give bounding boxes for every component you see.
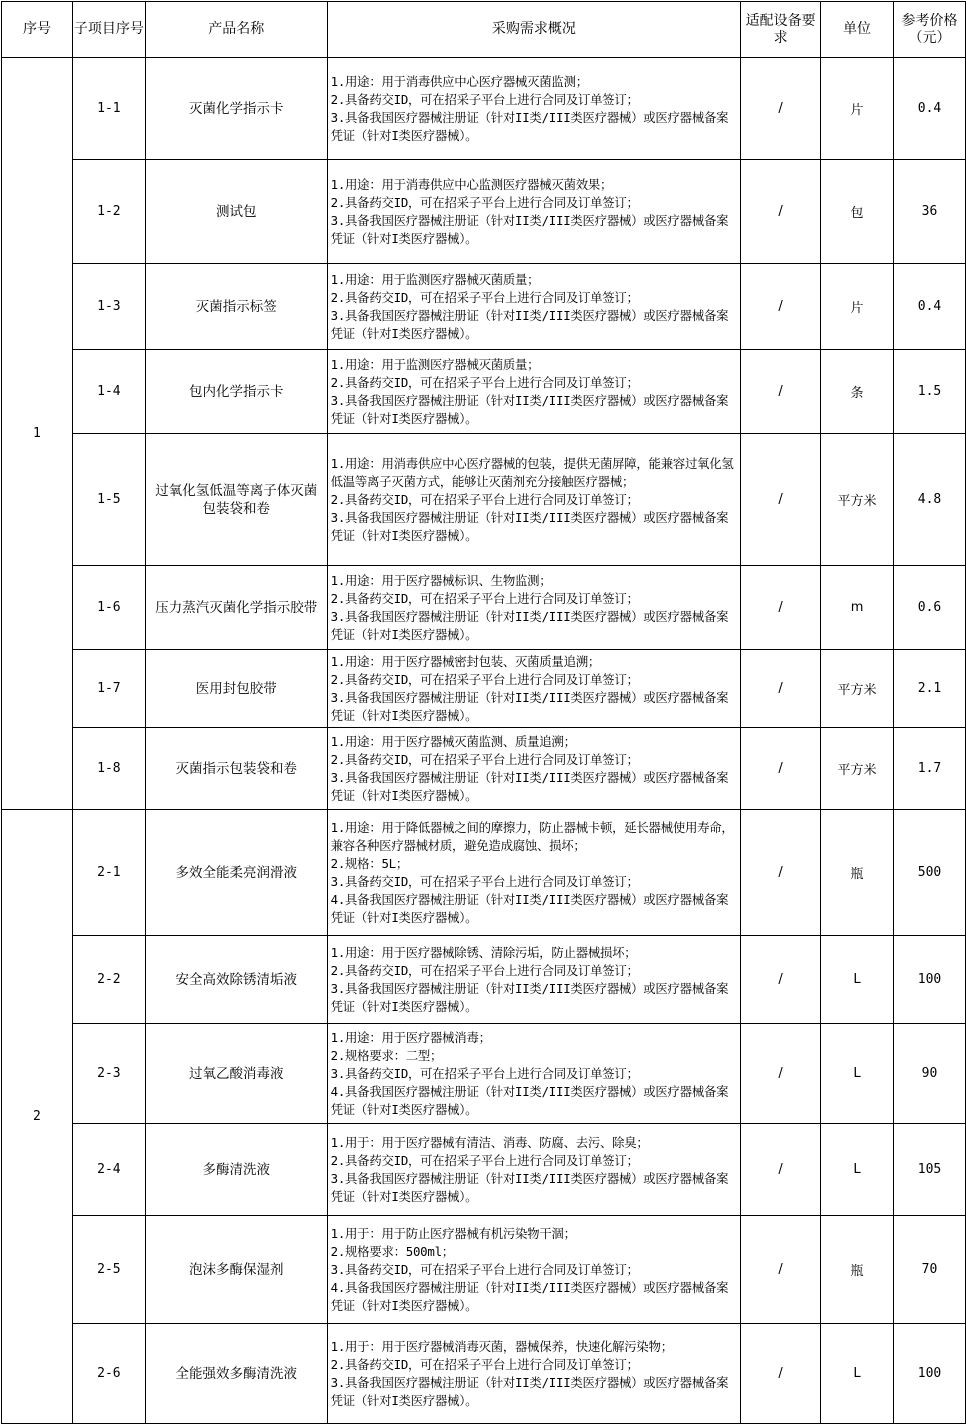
header-product-name: 产品名称 (145, 2, 327, 58)
req-line: 1.用途：用于医疗器械除锈、清除污垢，防止器械损坏； (330, 944, 637, 960)
req-line: 2.具备药交ID，可在招采子平台上进行合同及订单签订； (330, 671, 639, 687)
req-line: 1.用途：用于监测医疗器械灭菌质量； (330, 271, 540, 287)
product-name-cell: 医用封包胶带 (145, 650, 327, 728)
price-cell: 100 (893, 1324, 965, 1424)
price-cell: 0.6 (893, 566, 965, 650)
table-row (2, 728, 966, 810)
req-line: 3.具备我国医疗器械注册证（针对II类/III类医疗器械）或医疗器械备案凭证（针对I类医疗器械）。 (330, 109, 729, 143)
equipment-cell: / (741, 650, 821, 728)
sub-seq-cell: 1-8 (72, 728, 145, 810)
sub-seq-cell: 2-3 (72, 1024, 145, 1124)
requirement-cell (327, 566, 741, 650)
equipment-cell: / (741, 936, 821, 1024)
unit-cell: 片 (821, 58, 894, 160)
sub-seq-cell: 1-2 (72, 160, 145, 264)
req-line: 1.用途：用于医疗器械消毒； (330, 1029, 491, 1045)
product-name-cell: 安全高效除锈清垢液 (145, 936, 327, 1024)
requirement-cell (327, 1324, 741, 1424)
unit-cell: 瓶 (821, 1216, 894, 1324)
product-name-cell: 测试包 (145, 160, 327, 264)
equipment-cell: / (741, 58, 821, 160)
table-body (2, 58, 966, 1424)
req-line: 2.规格要求：500ml； (330, 1243, 454, 1259)
req-line: 3.具备我国医疗器械注册证（针对II类/III类医疗器械）或医疗器械备案凭证（针对I类医疗器械）。 (330, 769, 729, 803)
product-name-cell: 过氧化氢低温等离子体灭菌包装袋和卷 (145, 434, 327, 566)
product-name-cell: 泡沫多酶保湿剂 (145, 1216, 327, 1324)
equipment-cell: / (741, 1324, 821, 1424)
sub-seq-cell: 1-3 (72, 264, 145, 350)
unit-cell: 瓶 (821, 810, 894, 936)
price-cell: 90 (893, 1024, 965, 1124)
table-row (2, 1024, 966, 1124)
requirement-cell (327, 1216, 741, 1324)
product-name-cell: 灭菌指示标签 (145, 264, 327, 350)
requirement-cell (327, 434, 741, 566)
table-row (2, 1216, 966, 1324)
unit-cell: 平方米 (821, 434, 894, 566)
price-cell: 500 (893, 810, 965, 936)
sub-seq-cell: 1-1 (72, 58, 145, 160)
unit-cell: L (821, 936, 894, 1024)
req-line: 2.具备药交ID，可在招采子平台上进行合同及订单签订； (330, 1152, 639, 1168)
req-line: 2.具备药交ID，可在招采子平台上进行合同及订单签订； (330, 751, 639, 767)
req-line: 3.具备我国医疗器械注册证（针对II类/III类医疗器械）或医疗器械备案凭证（针对I类医疗器械）。 (330, 980, 729, 1014)
requirement-cell (327, 1024, 741, 1124)
product-name-cell: 压力蒸汽灭菌化学指示胶带 (145, 566, 327, 650)
header-seq: 序号 (2, 2, 73, 58)
price-cell: 105 (893, 1124, 965, 1216)
req-line: 3.具备药交ID，可在招采子平台上进行合同及订单签订； (330, 1261, 639, 1277)
equipment-cell: / (741, 264, 821, 350)
equipment-cell: / (741, 810, 821, 936)
equipment-cell: / (741, 566, 821, 650)
requirement-cell (327, 936, 741, 1024)
req-line: 2.规格：5L； (330, 855, 409, 871)
table-row (2, 434, 966, 566)
sub-seq-cell: 1-5 (72, 434, 145, 566)
req-line: 2.规格要求：二型； (330, 1047, 443, 1063)
sub-seq-cell: 2-5 (72, 1216, 145, 1324)
price-cell: 36 (893, 160, 965, 264)
requirement-cell (327, 810, 741, 936)
equipment-cell: / (741, 434, 821, 566)
req-line: 3.具备药交ID，可在招采子平台上进行合同及订单签订； (330, 873, 639, 889)
req-line: 2.具备药交ID，可在招采子平台上进行合同及订单签订； (330, 289, 639, 305)
unit-cell: m (821, 566, 894, 650)
sub-seq-cell: 2-2 (72, 936, 145, 1024)
sub-seq-cell: 2-4 (72, 1124, 145, 1216)
table-row (2, 1324, 966, 1424)
req-line: 1.用途：用于监测医疗器械灭菌质量； (330, 356, 540, 372)
req-line: 1.用途：用于消毒供应中心医疗器械灭菌监测； (330, 73, 588, 89)
sub-seq-cell: 1-4 (72, 350, 145, 434)
price-cell: 100 (893, 936, 965, 1024)
req-line: 1.用途：用消毒供应中心医疗器械的包装，提供无菌屏障，能兼容过氧化氢低温等离子灭菌方式，能够让灭菌剂充分接触医疗器械； (330, 455, 734, 489)
price-cell: 2.1 (893, 650, 965, 728)
header-requirement: 采购需求概况 (327, 2, 741, 58)
req-line: 3.具备我国医疗器械注册证（针对II类/III类医疗器械）或医疗器械备案凭证（针对I类医疗器械）。 (330, 689, 729, 723)
sub-seq-cell: 2-1 (72, 810, 145, 936)
price-cell: 1.7 (893, 728, 965, 810)
req-line: 1.用于：用于医疗器械有清洁、消毒、防腐、去污、除臭； (330, 1134, 649, 1150)
price-cell: 70 (893, 1216, 965, 1324)
sub-seq-cell: 1-7 (72, 650, 145, 728)
req-line: 3.具备我国医疗器械注册证（针对II类/III类医疗器械）或医疗器械备案凭证（针对I类医疗器械）。 (330, 1170, 729, 1204)
table-row (2, 650, 966, 728)
table-row (2, 160, 966, 264)
req-line: 1.用途：用于降低器械之间的摩擦力，防止器械卡顿，延长器械使用寿命，兼容各种医疗器械材质，避免造成腐蚀、损坏； (330, 819, 734, 853)
req-line: 2.具备药交ID，可在招采子平台上进行合同及订单签订； (330, 590, 639, 606)
req-line: 1.用途：用于医疗器械灭菌监测、质量追溯； (330, 733, 576, 749)
product-name-cell: 过氧乙酸消毒液 (145, 1024, 327, 1124)
req-line: 1.用于：用于防止医疗器械有机污染物干涸； (330, 1225, 576, 1241)
equipment-cell: / (741, 1124, 821, 1216)
req-line: 4.具备我国医疗器械注册证（针对II类/III类医疗器械）或医疗器械备案凭证（针对I类医疗器械）。 (330, 891, 729, 925)
req-line: 2.具备药交ID，可在招采子平台上进行合同及订单签订； (330, 91, 639, 107)
price-cell: 0.4 (893, 58, 965, 160)
table-row (2, 1124, 966, 1216)
unit-cell: 包 (821, 160, 894, 264)
table-row (2, 566, 966, 650)
req-line: 1.用途：用于医疗器械密封包装、灭菌质量追溯； (330, 653, 600, 669)
equipment-cell: / (741, 160, 821, 264)
header-unit: 单位 (821, 2, 894, 58)
table-row (2, 350, 966, 434)
equipment-cell: / (741, 1024, 821, 1124)
equipment-cell: / (741, 350, 821, 434)
price-cell: 1.5 (893, 350, 965, 434)
requirement-cell (327, 1124, 741, 1216)
table-row (2, 936, 966, 1024)
header-row (2, 2, 966, 58)
table-row (2, 810, 966, 936)
req-line: 1.用于：用于医疗器械消毒灭菌，器械保养，快速化解污染物； (330, 1338, 673, 1354)
req-line: 2.具备药交ID，可在招采子平台上进行合同及订单签订； (330, 194, 639, 210)
requirement-cell (327, 650, 741, 728)
sub-seq-cell: 1-6 (72, 566, 145, 650)
unit-cell: 平方米 (821, 728, 894, 810)
unit-cell: L (821, 1324, 894, 1424)
header-equipment: 适配设备要求 (741, 2, 821, 58)
sub-seq-cell: 2-6 (72, 1324, 145, 1424)
unit-cell: L (821, 1124, 894, 1216)
price-cell: 4.8 (893, 434, 965, 566)
req-line: 1.用途：用于医疗器械标识、生物监测； (330, 572, 552, 588)
req-line: 4.具备我国医疗器械注册证（针对II类/III类医疗器械）或医疗器械备案凭证（针对I类医疗器械）。 (330, 1083, 729, 1117)
product-name-cell: 多酶清洗液 (145, 1124, 327, 1216)
unit-cell: 平方米 (821, 650, 894, 728)
req-line: 3.具备我国医疗器械注册证（针对II类/III类医疗器械）或医疗器械备案凭证（针对I类医疗器械）。 (330, 307, 729, 341)
unit-cell: 条 (821, 350, 894, 434)
product-name-cell: 包内化学指示卡 (145, 350, 327, 434)
req-line: 3.具备我国医疗器械注册证（针对II类/III类医疗器械）或医疗器械备案凭证（针对I类医疗器械）。 (330, 509, 729, 543)
equipment-cell: / (741, 728, 821, 810)
req-line: 4.具备我国医疗器械注册证（针对II类/III类医疗器械）或医疗器械备案凭证（针对I类医疗器械）。 (330, 1279, 729, 1313)
product-name-cell: 灭菌化学指示卡 (145, 58, 327, 160)
req-line: 1.用途：用于消毒供应中心监测医疗器械灭菌效果； (330, 176, 613, 192)
req-line: 2.具备药交ID，可在招采子平台上进行合同及订单签订； (330, 374, 639, 390)
unit-cell: L (821, 1024, 894, 1124)
table-row (2, 58, 966, 160)
req-line: 2.具备药交ID，可在招采子平台上进行合同及订单签订； (330, 962, 639, 978)
req-line: 2.具备药交ID，可在招采子平台上进行合同及订单签订； (330, 1356, 639, 1372)
product-name-cell: 多效全能柔亮润滑液 (145, 810, 327, 936)
group-seq-2: 2 (2, 810, 73, 1424)
requirement-cell (327, 264, 741, 350)
equipment-cell: / (741, 1216, 821, 1324)
req-line: 3.具备药交ID，可在招采子平台上进行合同及订单签订； (330, 1065, 639, 1081)
price-cell: 0.4 (893, 264, 965, 350)
product-name-cell: 灭菌指示包装袋和卷 (145, 728, 327, 810)
requirement-cell (327, 350, 741, 434)
header-sub-seq: 子项目序号 (72, 2, 145, 58)
procurement-table (1, 1, 966, 1424)
requirement-cell (327, 58, 741, 160)
table-row (2, 264, 966, 350)
req-line: 2.具备药交ID，可在招采子平台上进行合同及订单签订； (330, 491, 639, 507)
req-line: 3.具备我国医疗器械注册证（针对II类/III类医疗器械）或医疗器械备案凭证（针对I类医疗器械）。 (330, 392, 729, 426)
req-line: 3.具备我国医疗器械注册证（针对II类/III类医疗器械）或医疗器械备案凭证（针对I类医疗器械）。 (330, 608, 729, 642)
unit-cell: 片 (821, 264, 894, 350)
requirement-cell (327, 728, 741, 810)
requirement-cell (327, 160, 741, 264)
product-name-cell: 全能强效多酶清洗液 (145, 1324, 327, 1424)
group-seq-1: 1 (2, 58, 73, 810)
req-line: 3.具备我国医疗器械注册证（针对II类/III类医疗器械）或医疗器械备案凭证（针对I类医疗器械）。 (330, 1374, 729, 1408)
header-price: 参考价格（元） (893, 2, 965, 58)
req-line: 3.具备我国医疗器械注册证（针对II类/III类医疗器械）或医疗器械备案凭证（针对I类医疗器械）。 (330, 212, 729, 246)
